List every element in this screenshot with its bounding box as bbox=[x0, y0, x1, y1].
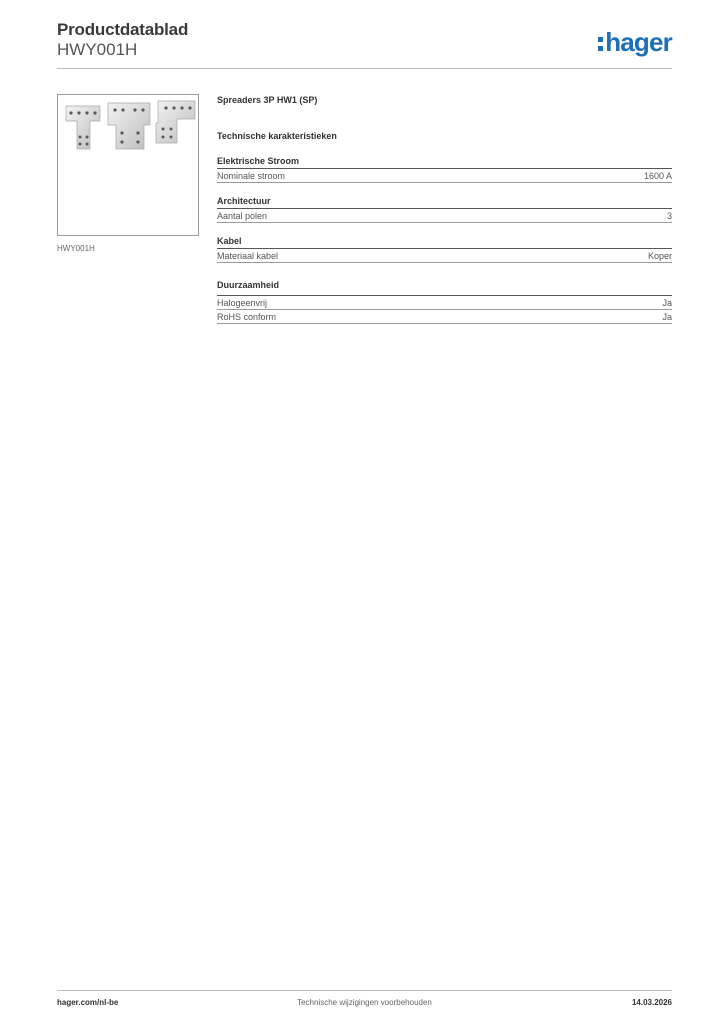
spec-label: Nominale stroom bbox=[217, 171, 286, 181]
header-divider bbox=[57, 68, 672, 69]
section-kabel bbox=[217, 235, 672, 263]
product-details bbox=[217, 94, 672, 324]
spec-label: Aantal polen bbox=[217, 211, 268, 221]
spreader-plates-icon bbox=[58, 95, 198, 235]
spec-row bbox=[217, 296, 672, 310]
spec-label: RoHS conform bbox=[217, 312, 277, 322]
logo-dots-icon bbox=[598, 37, 603, 51]
product-code: HWY001H bbox=[57, 40, 138, 59]
product-image bbox=[57, 94, 199, 236]
section-title: Kabel bbox=[217, 235, 672, 249]
product-name: Spreaders 3P HW1 (SP) bbox=[217, 95, 318, 105]
hager-logo bbox=[598, 27, 672, 57]
section-title: Elektrische Stroom bbox=[217, 155, 672, 169]
logo-text: hager bbox=[605, 27, 672, 57]
section-architectuur bbox=[217, 195, 672, 223]
spec-value: Koper bbox=[647, 251, 672, 261]
image-caption: HWY001H bbox=[57, 244, 95, 253]
spec-value: 3 bbox=[666, 211, 672, 221]
spec-value: Ja bbox=[662, 312, 672, 322]
footer-divider bbox=[57, 990, 672, 991]
section-title: Duurzaamheid bbox=[217, 279, 672, 296]
spec-label: Halogeenvrij bbox=[217, 298, 268, 308]
section-duurzaamheid bbox=[217, 279, 672, 324]
document-title: Productdatablad bbox=[57, 20, 189, 39]
footer-date: 14.03.2026 bbox=[631, 998, 672, 1007]
page-header bbox=[57, 20, 672, 70]
spec-row bbox=[217, 169, 672, 183]
page-footer bbox=[57, 998, 672, 1010]
section-title: Architectuur bbox=[217, 195, 672, 209]
section-elektrische-stroom bbox=[217, 155, 672, 183]
spec-value: Ja bbox=[662, 298, 672, 308]
technical-characteristics-heading: Technische karakteristieken bbox=[217, 131, 337, 141]
spec-row bbox=[217, 249, 672, 263]
footer-website-link[interactable]: hager.com/nl-be bbox=[57, 998, 119, 1007]
spec-label: Materiaal kabel bbox=[217, 251, 279, 261]
footer-disclaimer: Technische wijzigingen voorbehouden bbox=[297, 998, 432, 1007]
spec-row bbox=[217, 209, 672, 223]
spec-row bbox=[217, 310, 672, 324]
spec-value: 1600 A bbox=[643, 171, 672, 181]
